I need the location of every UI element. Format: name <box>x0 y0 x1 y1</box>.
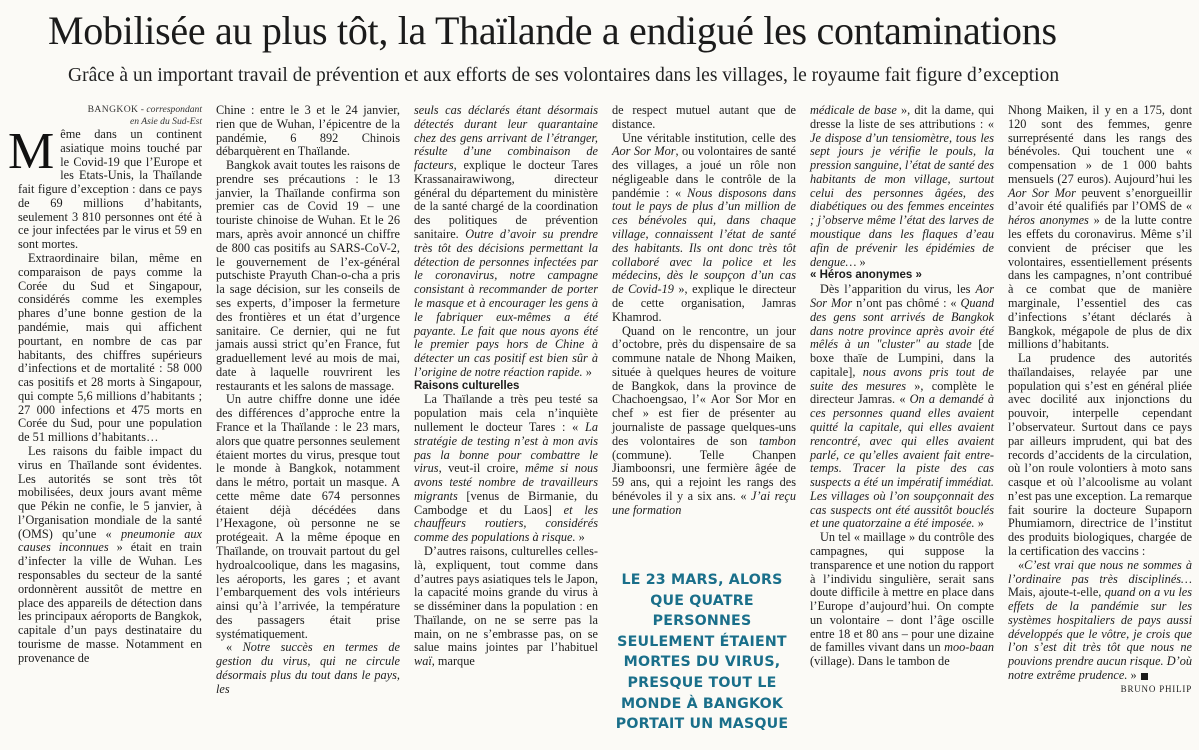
article-column-1 <box>8 104 202 665</box>
text: Quand on le rencontre, un jour d’octobre, près du dispensaire de sa commune natale de Nhong Maiken, située à quelques heures de voiture de Bangkok, dans la province de Chachoengsao, l’« Aor Sor Mor en chef » est fier de présenter au journaliste de passage quelques-uns des volontaires de son <box>612 323 796 448</box>
text: « <box>226 640 233 655</box>
paragraph-text: ême dans un continent asiatique moins touché par le Covid-19 que l’Europe et les Etats-Unis, la Thaïlande fait figure d’exception : dans ce pays de 69 millions d’habitants, seulement 3 810 personnes ont été à ce jour infectées par le virus et 59 en sont mortes. <box>18 127 202 252</box>
paragraph: La prudence des autorités thaïlandaises, relayée par une population qui s’est en général pliée avec docilité aux injonctions du pouvoir, interpelle cependant l’observateur. Surtout dans ce pays par ailleurs imprudent, qui bat des records d’accidents de la circulation, où l’on roule volontiers à moto sans casque et où l’alcoolisme au volant n’est pas une exception. La remarque fait sourire la docteure Supaporn Phumiamorn, directrice de l’institut des produits biologiques, chargée de la certification des vaccins : <box>1008 351 1192 558</box>
article-subheadline: Grâce à un important travail de prévention et aux efforts de ses volontaires dans les villages, le royaume fait figure d’exception <box>68 65 1060 86</box>
paragraph <box>216 641 400 696</box>
dropcap-letter: M <box>8 123 55 180</box>
text: » <box>585 364 592 379</box>
text: », complète le directeur Jamras. « <box>810 378 994 407</box>
text: » <box>977 516 984 531</box>
quote-text: même si nous avons testé nombre de travailleurs migrants <box>414 461 598 503</box>
quote-text: moo-baan <box>944 640 994 655</box>
byline-city: BANGKOK <box>87 104 139 115</box>
article-column-5 <box>810 104 994 669</box>
section-heading-heros: « Héros anonymes » <box>810 269 922 282</box>
article-headline: Mobilisée au plus tôt, la Thaïlande a endigué les contaminations <box>48 8 1057 53</box>
paragraph <box>810 283 994 531</box>
text: » <box>1130 668 1137 683</box>
pull-quote: LE 23 MARS, ALORS QUE QUATRE PERSONNES SEULEMENT ÉTAIENT MORTES DU VIRUS, PRESQUE TOUT LE MONDE À BANGKOK PORTAIT UN MASQUE <box>615 572 789 733</box>
article-column-6 <box>1008 104 1192 697</box>
text: [de boxe thaïe de Lumpini, dans la capitale] <box>810 337 994 379</box>
text: » <box>578 530 585 545</box>
article-column-4 <box>612 104 796 517</box>
quote-text: Quand des gens sont arrivés de Bangkok dans notre province après avoir été mêlés à un "cluster" au stade <box>810 295 994 352</box>
quote-text: Notre succès en termes de gestion du virus, qui ne circule désormais plus du tout dans le pays, les <box>216 640 400 696</box>
text: Une véritable institution, celle des <box>622 130 796 145</box>
quote-text: et les chauffeurs routiers, considérés comme des populations à risque. <box>414 502 599 545</box>
paragraph <box>414 393 598 545</box>
paragraph <box>810 104 994 269</box>
text: Un tel « maillage » du contrôle des campagnes, qui suppose la transparence et une notion du rapport à l’individu singulière, serait sans doute difficile à mettre en place dans l’Europe d’aujourd’hui. On compte un volontaire – dont l’âge oscille entre 18 et 80 ans – pour une dizaine de familles vivant dans un <box>810 530 994 655</box>
text: », dit la dame, qui dresse la liste de ses attributions : « <box>810 103 994 131</box>
quote-text: Aor Sor Mor <box>810 282 994 310</box>
quote-text: héros anonymes <box>1008 213 1089 228</box>
paragraph: Extraordinaire bilan, même en comparaison de pays comme la Corée du Sud et Singapour, considérés comme les exemples phares d’une bonne gestion de la pandémie, mais qui affichent pourtant, en nombre de cas par habitants, des chiffres supérieurs d’infections et de mortalité : 58 000 cas positifs et 28 morts à Singapour, qui compte 5,6 millions d’habitants ; 27 000 infections et 475 morts en Corée du Sud, pour une population de 51 millions d’habitants… <box>18 251 202 445</box>
quote-text: waï <box>414 654 432 669</box>
text: » de la lutte contre les effets du coronavirus. Même s’il convient de préciser que les volontaires, essentiellement présents dans les campagnes, n’ont contribué à ce combat que de manière marginale, l’essentiel des cas d’infections s’étant déclarés à Bangkok, mégapole de plus de dix millions d’habitants. <box>1008 213 1193 352</box>
paragraph <box>810 531 994 669</box>
quote-text: seuls cas déclarés étant désormais détectés durant leur quarantaine chez des gens arrivant de l’étranger, résulte d’une combinaison de facteurs <box>414 103 598 173</box>
paragraph: de respect mutuel autant que de distance. <box>612 103 796 131</box>
quote-text: Aor Sor Mor <box>612 144 676 159</box>
paragraph <box>414 545 598 669</box>
text: Dès l’apparition du virus, les <box>820 282 971 297</box>
text: », explique le directeur de cette organisation, Jamras Khamrod. <box>612 282 796 324</box>
text: » était en train d’infecter la ville de Wuhan. Les responsables du secteur de la santé ordonnèrent aussitôt de mettre en place des appareils de détection dans les principaux aéroports de Bangkok, capitale d’un pays destinataire du tourisme de masse. Notamment en provenance de <box>18 540 202 665</box>
quote-text: , nous avons pris tout de suite des mesures <box>810 364 994 393</box>
paragraph <box>18 445 202 666</box>
text: , marque <box>431 654 475 669</box>
text: Mais, ajoute-t-elle, <box>1008 585 1102 600</box>
text: « <box>1018 557 1025 572</box>
quote-text: Je dispose d’un tensiomètre, tous les sept jours je vérifie le pouls, la pression sanguine, l’état de santé des habitants de mon village, surtout celui des personnes âgées, des diabétiques ou des femmes enceintes ; j’observe même l’état des larves de moustique dans les flaques d’eau afin de prévenir les épidémies de dengue… <box>810 130 994 269</box>
end-of-article-square-icon <box>1141 673 1148 680</box>
section-heading-culture: Raisons culturelles <box>414 379 520 392</box>
text: Les raisons du faible impact du virus en Thaïlande sont évidentes. Les autorités se sont très tôt mobilisées, deux jours avant même que Pékin ne confie, le 5 janvier, à l’Organisation mondiale de la santé (OMS) qu’une « <box>18 443 202 541</box>
paragraph: Un autre chiffre donne une idée des différences d’approche entre la France et la Thaïlande : le 23 mars, alors que quatre personnes seulement étaient mortes du virus, presque tout le monde à Bangkok, notamment dans le métro, portait un masque. A cette même date 674 personnes étaient déjà décédées dans l’Hexagone, où personne ne se protégeait. A la même époque en Thaïlande, on trouvait partout du gel hydroalcoolique, dans les magasins, les aéroports, les gares ; et avant l’embarquement des vols intérieurs ainsi qu’à l’arrivée, la température des passagers était prise systématiquement. <box>216 392 400 641</box>
text: (commune). Telle Chanpen Jiamboonsri, une fermière âgée de 59 ans, qui a rejoint les rangs des bénévoles il y a six ans. « <box>612 447 796 503</box>
quote-text: Nous disposons dans tout le pays de plus d’un million de ces bénévoles qui, dans chaque village, connaissent l’état de santé des habitants. Ils ont donc très tôt collaboré avec la police et les médecins, dès le soupçon d’un cas de Covid-19 <box>612 185 796 297</box>
article-column-2 <box>216 104 400 697</box>
byline-role: - correspondant <box>140 104 202 115</box>
text: La Thaïlande a très peu testé sa population mais cela n’inquiète nullement le docteur Tares : « <box>414 392 598 434</box>
text: D’autres raisons, culturelles celles-là, expliquent, tout comme dans d’autres pays asiatiques tels le Japon, la capacité moins grande du virus à se disséminer dans la population : en Thaïlande, on ne se serre pas la main, on ne s’embrasse pas, on se salue mains jointes par l’habituel <box>414 544 598 655</box>
text: n’ont pas chômé : « <box>856 295 957 310</box>
quote-text: C’est vrai que nous ne sommes à l’ordinaire pas très disciplinés… <box>1008 557 1192 586</box>
paragraph <box>612 325 796 518</box>
quote-text: On a demandé à ces personnes quand elles avaient quitté la capitale, qui elles avaient rencontré, avec qui elles avaient parlé, ce qu’elles avaient fait entre-temps. Tracer la piste des cas suspects a été un impératif immédiat. Les villages où l’on soupçonnait des cas suspects ont été aussitôt bouclés et une quatorzaine a été imposée. <box>810 392 994 531</box>
quote-text: Aor Sor Mor <box>1008 185 1076 200</box>
text: , veut-il croire, <box>438 461 519 476</box>
author-signature: BRUNO PHILIP <box>1120 683 1192 694</box>
text: , explique le docteur Tares Krassanairawiwong, directeur général du département du ministère de la santé chargé de la coordination des politiques de prévention sanitaire. <box>414 158 598 242</box>
paragraph: Chine : entre le 3 et le 24 janvier, rien que de Wuhan, l’épicentre de la pandémie, 6 892 Chinois débarquèrent en Thaïlande. <box>216 103 400 159</box>
quote-text: pneumonie aux causes inconnues <box>18 526 202 555</box>
paragraph <box>414 104 598 380</box>
byline-region: en Asie du Sud-Est <box>129 116 202 127</box>
text: Nhong Maiken, il y en a 175, dont 120 sont des femmes, genre surreprésenté dans les rangs des bénévoles. Qui touchent une « compensation » de 1 000 bahts mensuels (27 euros). Aujourd’hui les <box>1008 103 1192 186</box>
text: peuvent s’enorgueillir d’avoir été qualifiés par l’OMS de « <box>1008 185 1193 214</box>
quote-text: J’ai reçu une formation <box>612 488 796 517</box>
text: » <box>859 254 866 269</box>
paragraph <box>1008 559 1192 683</box>
text: (village). Dans le tambon de <box>810 654 950 669</box>
text: [venus de Birmanie, du Cambodge et du Laos] <box>414 488 598 517</box>
quote-text: médicale de base <box>810 103 897 117</box>
paragraph: Bangkok avait toutes les raisons de prendre ses précautions : le 13 janvier, la Thaïlande confirma son premier cas de Covid 19 – une touriste chinoise de Wuhan. Et le 26 mars, après avoir annoncé un chiffre de 800 cas positifs au SARS-CoV-2, le gouvernement de l’ex-général putschiste Prayuth Chan-o-cha a pris la sage décision, sur les conseils de ses experts, d’imposer la fermeture des frontières et un état d’urgence sanitaire. Ce dernier, qui ne fut jamais aussi strict qu’en France, fut graduellement levé au mois de mai, date à laquelle rouvrirent les restaurants et les salons de massage. <box>216 158 400 393</box>
paragraph <box>1008 104 1192 352</box>
article-column-3 <box>414 104 598 669</box>
quote-text: La stratégie de testing n’est à mon avis pas la bonne pour combattre le virus <box>414 419 598 476</box>
quote-text: quand on a vu les effets de la pandémie sur les systèmes hospitaliers de pays aussi développés que le vôtre, je crois que l’on s’est dit très tôt que nous ne pouvions prendre aucun risque. D’où notre extrême prudence. <box>1008 585 1192 683</box>
text: , ou volontaires de santé des villages, a joué un rôle non négligeable dans le contrôle de la pandémie : « <box>612 144 796 200</box>
paragraph <box>612 132 796 325</box>
quote-text: tambon <box>759 433 796 448</box>
paragraph <box>8 123 202 252</box>
quote-text: Outre d’avoir su prendre très tôt des décisions permettant la détection de personnes infectées par le coronavirus, notre campagne consistant à recommander de porter le masque et à encourager les gens à le fabriquer eux-mêmes a été payante. Le fait que nous ayons été le premier pays hors de Chine à détecter un cas positif est bien sûr à l’origine de notre réaction rapide. <box>414 227 598 379</box>
